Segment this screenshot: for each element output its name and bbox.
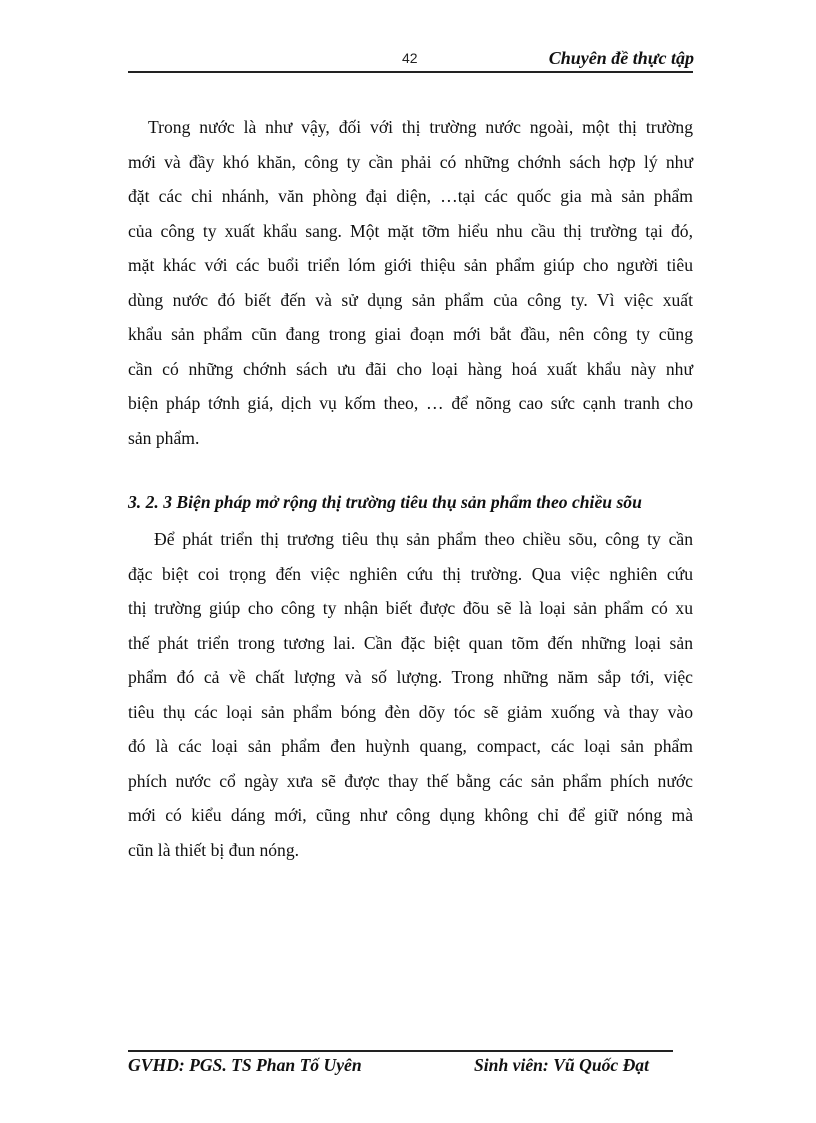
paragraph-line: của công ty xuất khẩu sang. Một mặt tỡm hiểu nhu cầu thị trường tại đó,	[128, 220, 693, 241]
paragraph-line: mới có kiểu dáng mới, cũng như công dụng không chỉ để giữ nóng mà	[128, 805, 693, 825]
paragraph-line: đặt các chi nhánh, văn phòng đại diện, …tại các quốc gia mà sản phẩm	[128, 186, 693, 206]
paragraph-line: đặc biệt coi trọng đến việc nghiên cứu thị trường. Qua việc nghiên cứu	[128, 563, 693, 584]
footer-student: Sinh viên: Vũ Quốc Đạt	[474, 1055, 649, 1075]
header-rule	[128, 71, 693, 73]
paragraph-line: dùng nước đó biết đến và sử dụng sản phẩm của công ty. Vì việc xuất	[128, 289, 693, 310]
paragraph-line: đó là các loại sản phẩm đen huỳnh quang, compact, các loại sản phẩm	[128, 736, 693, 756]
paragraph-line: cần có những chớnh sách ưu đãi cho loại hàng hoá xuất khẩu này như	[128, 358, 693, 379]
paragraph-line: phích nước cổ ngày xưa sẽ được thay thế bằng các sản phẩm phích nước	[128, 770, 693, 791]
paragraph-line: phẩm đó cả về chất lượng và số lượng. Trong những năm sắp tới, việc	[128, 667, 693, 687]
paragraph-line: Trong nước là như vậy, đối với thị trường nước ngoài, một thị trường	[148, 117, 693, 137]
paragraph-1	[128, 110, 693, 455]
section-heading: 3. 2. 3 Biện pháp mở rộng thị trường tiêu thụ sản phẩm theo chiều sõu	[128, 492, 642, 512]
paragraph-line: cũn là thiết bị đun nóng.	[128, 839, 300, 860]
paragraph-line: tiêu thụ các loại sản phẩm bóng đèn dõy tóc sẽ giảm xuống và thay vào	[128, 701, 693, 722]
footer-advisor: GVHD: PGS. TS Phan Tố Uyên	[128, 1055, 362, 1075]
paragraph-line: mặt khác với các buổi triển lóm giới thiệu sản phẩm giúp cho người tiêu	[128, 255, 693, 275]
running-title: Chuyên đề thực tập	[548, 48, 694, 68]
paragraph-line: mới và đầy khó khăn, công ty cần phải có những chớnh sách hợp lý như	[128, 151, 693, 172]
paragraph-line: Để phát triển thị trương tiêu thụ sản phẩm theo chiều sõu, công ty cần	[154, 529, 693, 549]
page-number: 42	[402, 50, 418, 66]
paragraph-line: biện pháp tớnh giá, dịch vụ kốm theo, … để nõng cao sức cạnh tranh cho	[128, 393, 693, 413]
paragraph-line: sản phẩm.	[128, 427, 200, 448]
paragraph-line: thế phát triển trong tương lai. Cần đặc biệt quan tõm đến những loại sản	[128, 632, 693, 653]
paragraph-2	[128, 522, 693, 867]
paragraph-line: thị trường giúp cho công ty nhận biết được đõu sẽ là loại sản phẩm có xu	[128, 598, 693, 618]
paragraph-line: khẩu sản phẩm cũn đang trong giai đoạn mới bắt đầu, nên công ty cũng	[128, 324, 693, 344]
footer-rule	[128, 1050, 673, 1052]
